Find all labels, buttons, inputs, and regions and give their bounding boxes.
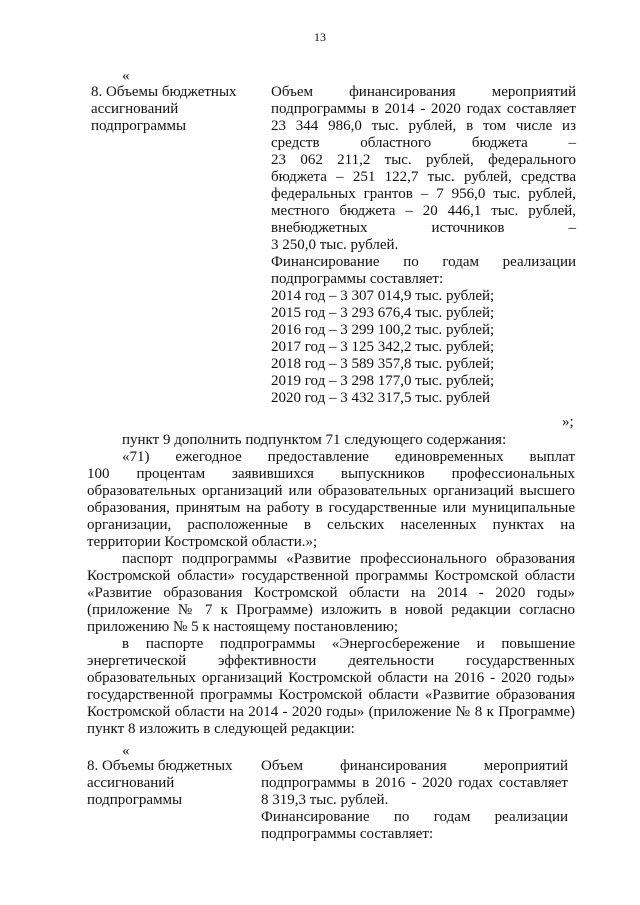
body-paragraph-line: Костромской области» государственной программы Костромской области bbox=[87, 568, 575, 584]
body-paragraph-line: образовательных организаций Костромской области на 2016 - 2020 годы» bbox=[87, 670, 575, 686]
table2-label-line: подпрограммы bbox=[87, 792, 183, 808]
table1-content-line: 2017 год – 3 125 342,2 тыс. рублей; bbox=[271, 339, 495, 355]
table1-content-line: подпрограммы в 2014 - 2020 годах составляет bbox=[271, 101, 576, 117]
quote-open-1: « bbox=[122, 68, 130, 84]
table1-content-line: средств областного бюджета – bbox=[271, 135, 576, 151]
table2-label bbox=[87, 758, 233, 809]
table2-label-line: 8. Объемы бюджетных bbox=[87, 758, 233, 774]
table1-content-line: подпрограммы составляет: bbox=[271, 271, 444, 287]
table1-content-line: 2014 год – 3 307 014,9 тыс. рублей; bbox=[271, 288, 495, 304]
body-paragraph-line: «71) ежегодное предоставление единовременных выплат bbox=[122, 449, 575, 465]
body-paragraph-line: приложению № 5 к настоящему постановлению; bbox=[87, 619, 399, 635]
body-paragraph-line: пункт 9 дополнить подпунктом 71 следующего содержания: bbox=[122, 432, 507, 448]
body-paragraph-line: «Развитие образования Костромской области на 2014 - 2020 годы» bbox=[87, 585, 575, 601]
body-paragraph-line: государственной программы Костромской области «Развитие образования bbox=[87, 687, 575, 703]
table1-content-line: 2020 год – 3 432 317,5 тыс. рублей bbox=[271, 390, 491, 406]
table2-label-line: ассигнований bbox=[87, 775, 175, 791]
table2-content-line: подпрограммы в 2016 - 2020 годах составляет bbox=[261, 775, 568, 791]
table2-content-line: подпрограммы составляет: bbox=[261, 826, 434, 842]
body-paragraph-line: паспорт подпрограммы «Развитие профессионального образования bbox=[122, 551, 575, 567]
quote-open-2: « bbox=[122, 743, 130, 759]
table1-label-line: ассигнований bbox=[91, 101, 179, 117]
table1-content-line: 2018 год – 3 589 357,8 тыс. рублей; bbox=[271, 356, 495, 372]
body-paragraph-line: образования, принятым на работу в государственные или муниципальные bbox=[87, 500, 575, 516]
table1-content-line: 23 062 211,2 тыс. рублей, федерального bbox=[271, 152, 576, 168]
table1-content-line: Объем финансирования мероприятий bbox=[271, 84, 576, 100]
body-paragraph-line: территории Костромской области.»; bbox=[87, 534, 318, 550]
table2-content-line: Финансирование по годам реализации bbox=[261, 809, 568, 825]
table1-content-line: 2019 год – 3 298 177,0 тыс. рублей; bbox=[271, 373, 495, 389]
table1-content-line: бюджета – 251 122,7 тыс. рублей, средства bbox=[271, 169, 576, 185]
table1-content bbox=[271, 84, 576, 407]
table1-content-line: 23 344 986,0 тыс. рублей, в том числе из bbox=[271, 118, 576, 134]
body-paragraph-line: образовательных организаций или образовательных организаций высшего bbox=[87, 483, 575, 499]
table1-content-line: 2015 год – 3 293 676,4 тыс. рублей; bbox=[271, 305, 495, 321]
table2-content-line: Объем финансирования мероприятий bbox=[261, 758, 568, 774]
table1-content-line: 3 250,0 тыс. рублей. bbox=[271, 237, 399, 253]
table1-label-line: 8. Объемы бюджетных bbox=[91, 84, 237, 100]
body-paragraph-line: (приложение № 7 к Программе) изложить в новой редакции согласно bbox=[87, 602, 575, 618]
body-paragraph-line: в паспорте подпрограммы «Энергосбережение и повышение bbox=[122, 636, 575, 652]
body-paragraph-line: организации, расположенные в сельских населенных пунктах на bbox=[87, 517, 575, 533]
body-paragraph-line: 100 процентам заявившихся выпускников профессиональных bbox=[87, 466, 575, 482]
table1-content-line: внебюджетных источников – bbox=[271, 220, 576, 236]
body-text bbox=[87, 432, 575, 738]
table2-content-line: 8 319,3 тыс. рублей. bbox=[261, 792, 389, 808]
body-paragraph-line: пункт 8 изложить в следующей редакции: bbox=[87, 721, 355, 737]
table2-content bbox=[261, 758, 568, 843]
page-number: 13 bbox=[314, 30, 326, 44]
table1-content-line: 2016 год – 3 299 100,2 тыс. рублей; bbox=[271, 322, 495, 338]
table1-label bbox=[91, 84, 237, 135]
table1-content-line: местного бюджета – 20 446,1 тыс. рублей, bbox=[271, 203, 576, 219]
table1-label-line: подпрограммы bbox=[91, 118, 187, 134]
table1-content-line: Финансирование по годам реализации bbox=[271, 254, 576, 270]
quote-close: »; bbox=[562, 414, 574, 430]
table1-content-line: федеральных грантов – 7 956,0 тыс. рублей, bbox=[271, 186, 576, 202]
body-paragraph-line: Костромской области на 2014 - 2020 годы» (приложение № 8 к Программе) bbox=[87, 704, 575, 720]
body-paragraph-line: энергетической эффективности деятельности государственных bbox=[87, 653, 575, 669]
